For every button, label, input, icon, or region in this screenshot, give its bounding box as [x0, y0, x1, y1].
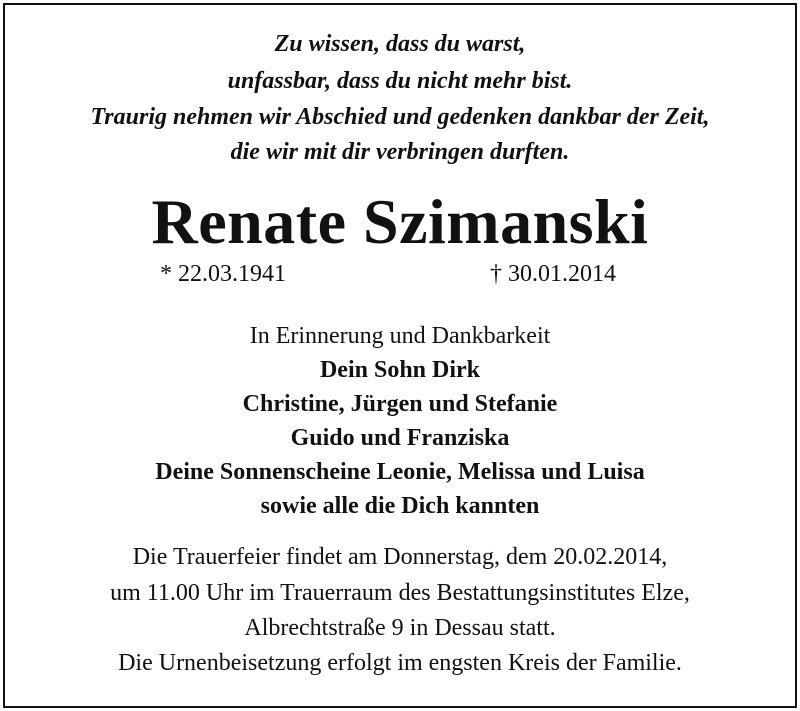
mourner-line-2: Christine, Jürgen und Stefanie: [242, 391, 558, 417]
service-line-2: um 11.00 Uhr im Trauerraum des Bestattungsinstitutes Elze,: [110, 580, 690, 606]
death-date: † 30.01.2014: [490, 261, 616, 287]
birth-date: * 22.03.1941: [160, 261, 286, 287]
mourners-intro: In Erinnerung und Dankbarkeit: [249, 323, 551, 349]
mourner-line-4: Deine Sonnenscheine Leonie, Melissa und Luisa: [155, 459, 645, 485]
service-line-1: Die Trauerfeier findet am Donnerstag, dem 20.02.2014,: [132, 544, 668, 570]
poem-line-4: die wir mit dir verbringen durften.: [230, 139, 570, 165]
deceased-name: Renate Szimanski: [151, 186, 649, 257]
poem-line-1: Zu wissen, dass du warst,: [274, 31, 526, 57]
service-line-4: Die Urnenbeisetzung erfolgt im engsten Kreis der Familie.: [118, 650, 682, 676]
poem-line-3: Traurig nehmen wir Abschied und gedenken dankbar der Zeit,: [90, 104, 710, 130]
mourner-line-1: Dein Sohn Dirk: [319, 357, 481, 383]
mourner-line-5: sowie alle die Dich kannten: [260, 493, 540, 519]
service-line-3: Albrechtstraße 9 in Dessau statt.: [244, 615, 556, 641]
poem-line-2: unfassbar, dass du nicht mehr bist.: [227, 68, 573, 94]
mourner-line-3: Guido und Franziska: [290, 425, 510, 451]
